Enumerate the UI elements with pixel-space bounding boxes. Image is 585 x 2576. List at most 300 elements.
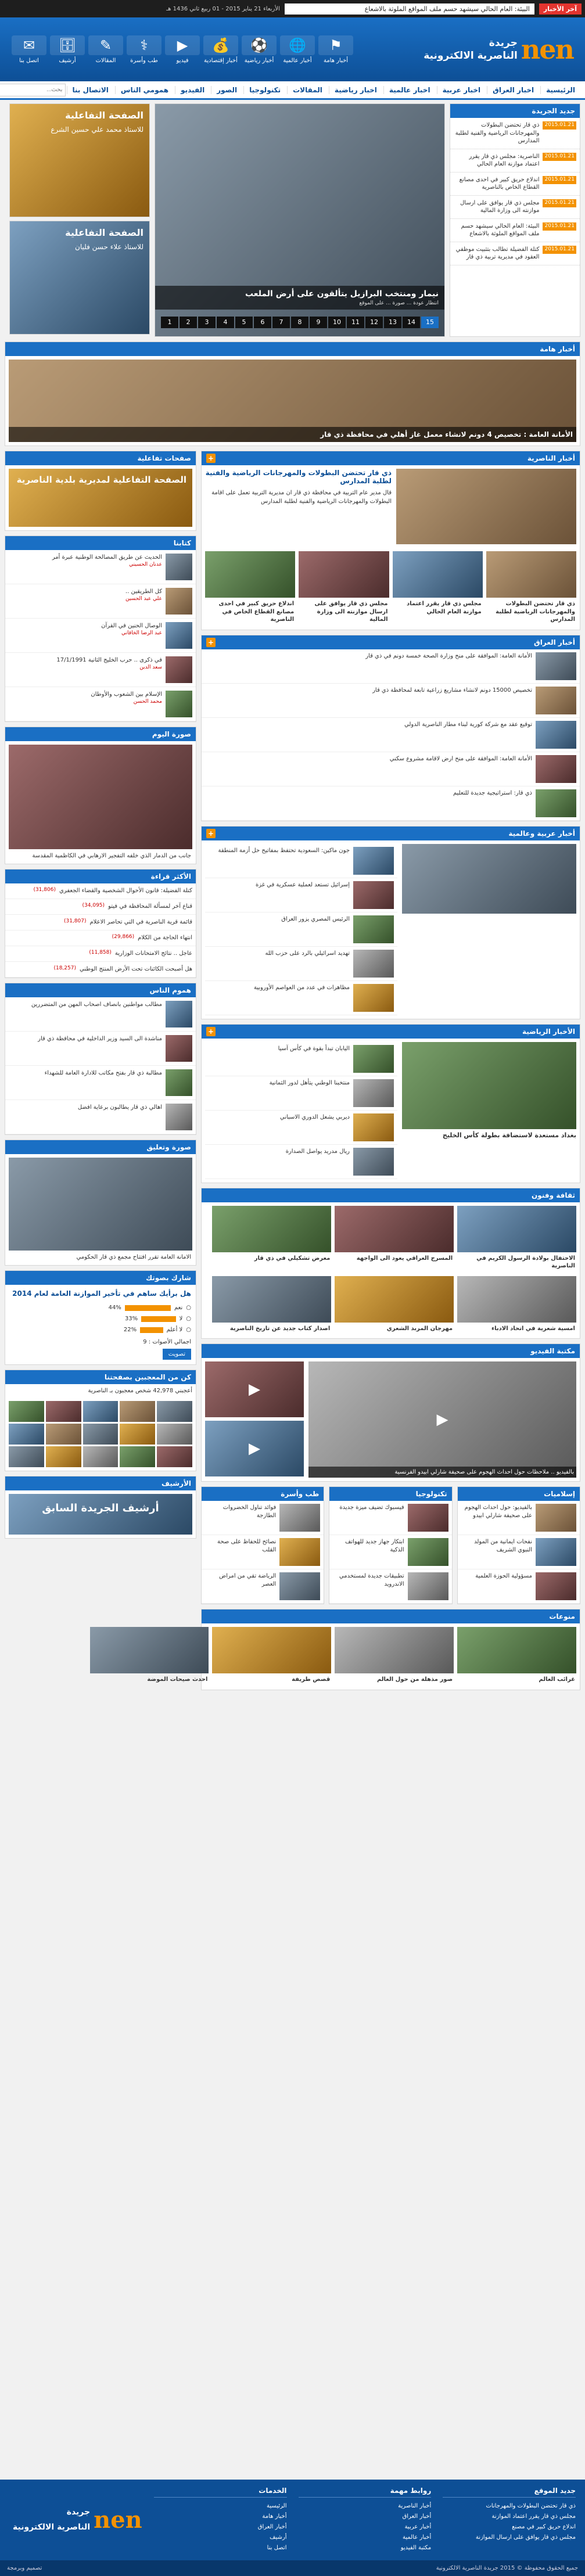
latest-news-item[interactable] [450, 196, 580, 219]
most-read-item[interactable] [5, 946, 196, 962]
list-item-image[interactable] [536, 1538, 576, 1566]
list-item[interactable] [202, 1569, 324, 1604]
list-item-title[interactable]: تهديد اسرائيلي بالرد على حزب الله [265, 950, 350, 957]
list-item[interactable] [205, 1076, 397, 1111]
list-item[interactable] [458, 1535, 580, 1569]
footer-link[interactable]: أخبار العراق [257, 2524, 287, 2530]
list-item-title[interactable]: فوائد تناول الخضروات الطازجة [222, 1504, 277, 1519]
list-item-image[interactable] [279, 1538, 320, 1566]
list-item[interactable] [329, 1569, 451, 1604]
header-nav-item[interactable] [127, 35, 161, 64]
list-item[interactable] [329, 1501, 451, 1535]
more-icon[interactable]: + [206, 638, 216, 647]
slider-page-button[interactable]: 15 [421, 317, 439, 328]
list-item-title[interactable]: ديربي يشعل الدوري الاسباني [279, 1113, 350, 1120]
poll-question: هل برأيك ساهم في تأخير الموازنة العامة لعام 2014 [12, 1289, 191, 1298]
footer-logo[interactable] [9, 2487, 142, 2553]
concern-title[interactable]: مطالب مواطنين بانصاف اصحاب المهن من المتضررين [31, 1001, 162, 1008]
poll-result-bar [140, 1327, 163, 1333]
fan-avatar[interactable] [46, 1424, 81, 1445]
news-card[interactable] [205, 551, 295, 626]
news-card[interactable] [335, 1627, 454, 1686]
list-item-image[interactable] [353, 1079, 394, 1107]
logo-line2: الناصرية الالكترونية [424, 50, 518, 62]
most-read-title[interactable]: قناع آخر لمسألة المحافظة في فيتو [108, 903, 192, 910]
news-card-image[interactable] [335, 1627, 454, 1673]
most-read-count: (31,806) [33, 887, 56, 893]
list-item-image[interactable] [408, 1538, 448, 1566]
slider-page-button[interactable]: 14 [403, 317, 420, 328]
most-read-item[interactable] [5, 915, 196, 930]
footer-link[interactable]: مجلس ذي قار يوافق على ارسال الموازنة [475, 2534, 576, 2541]
news-card-image[interactable] [457, 1206, 576, 1252]
news-card-image[interactable] [457, 1276, 576, 1323]
news-card-title[interactable]: قصص طريفة [292, 1676, 331, 1683]
sports-lead-title[interactable]: بغداد مستعدة لاستضافة بطولة كأس الخليج [442, 1131, 576, 1139]
latest-news-header [450, 104, 580, 118]
most-read-item[interactable] [5, 883, 196, 899]
credit-text[interactable]: تصميم وبرمجة [7, 2565, 42, 2571]
concern-title[interactable]: مطالبة ذي قار بفتح مكاتب للادارة العامة للشهداء [44, 1070, 162, 1076]
list-item[interactable] [205, 912, 397, 947]
list-item-image[interactable] [536, 1572, 576, 1600]
header-nav-item[interactable] [203, 35, 238, 64]
list-item-image[interactable] [408, 1572, 448, 1600]
writer-article-title[interactable]: في ذكرى .. حرب الخليج الثانية 17/1/1991 [56, 657, 162, 663]
sports-news-icon: ⚽ [242, 35, 277, 55]
list-item[interactable] [205, 878, 397, 912]
news-card-image[interactable] [335, 1276, 454, 1323]
writer-item[interactable] [5, 619, 196, 653]
photo-comment-title: صورة وتعليق [146, 1143, 191, 1151]
fan-avatar[interactable] [83, 1401, 119, 1422]
list-item-image[interactable] [279, 1572, 320, 1600]
list-item[interactable] [202, 752, 580, 786]
writer-name: عدنان الحسيني [129, 562, 162, 567]
menu-item-articles[interactable]: المقالات [287, 86, 328, 94]
list-item-title[interactable]: الرياضة تقي من امراض العصر [219, 1573, 277, 1587]
news-card-title[interactable]: مجلس ذي قار يوافق على ارسال موازنته الى وزارة المالية [314, 601, 388, 623]
list-item-title[interactable]: ذي قار: استراتيجية جديدة للتعليم [453, 789, 532, 796]
most-read-item[interactable] [5, 962, 196, 978]
fan-avatar[interactable] [46, 1446, 81, 1467]
news-card-image[interactable] [205, 551, 295, 598]
footer-col1-title: جديد الموقع [443, 2487, 576, 2498]
list-item-title[interactable]: مسؤولية الحوزة العلمية [475, 1573, 532, 1579]
header-nav-item[interactable] [165, 35, 200, 64]
list-item[interactable] [458, 1501, 580, 1535]
sports-lead-image[interactable] [402, 1042, 576, 1129]
list-item-title[interactable]: إسرائيل تستعد لعملية عسكرية في غزة [255, 881, 350, 888]
poll-option[interactable] [5, 1302, 196, 1313]
list-item[interactable] [202, 786, 580, 821]
list-item-image[interactable] [536, 1504, 576, 1532]
poll-option[interactable] [5, 1324, 196, 1335]
news-card-title[interactable]: ذي قار تحتضن البطولات والمهرجانات الرياضية لطلبة المدارس [496, 601, 575, 623]
latest-news-item[interactable] [450, 118, 580, 149]
copyright-bar [0, 2560, 585, 2576]
concern-title[interactable]: مناشدة الى السيد وزير الداخلية في محافظة ذي قار [38, 1036, 162, 1042]
poll-radio-icon[interactable]: ○ [186, 1327, 191, 1333]
list-item-title[interactable]: الرئيس المصري يزور العراق [281, 915, 350, 922]
list-item[interactable] [202, 718, 580, 752]
slider-page-button[interactable]: 4 [217, 317, 234, 328]
list-item-image[interactable] [353, 915, 394, 943]
iraq-news-header [202, 635, 580, 649]
footer-link[interactable]: مجلس ذي قار يقرر اعتماد الموازنة [491, 2513, 576, 2520]
news-card-image[interactable] [90, 1627, 209, 1673]
poll-box [5, 1270, 196, 1365]
header-nav-item[interactable] [318, 35, 353, 64]
footer-wrap [0, 2480, 585, 2576]
news-card-image[interactable] [299, 551, 389, 598]
menu-item-tech[interactable]: تكنولوجيا [243, 86, 286, 94]
header-nav-item[interactable] [88, 35, 123, 64]
list-item-image[interactable] [536, 721, 576, 749]
slider-page-button[interactable]: 11 [347, 317, 364, 328]
arab-news-header [202, 827, 580, 840]
fan-avatar[interactable] [120, 1424, 155, 1445]
list-item[interactable] [205, 947, 397, 981]
list-item-title[interactable]: الأمانة العامة: الموافقة على منح وزارة الصحة خمسة دونم في ذي قار [365, 652, 532, 659]
news-card-image[interactable] [335, 1206, 454, 1252]
news-card-image[interactable] [212, 1206, 331, 1252]
list-item-title[interactable]: ريال مدريد يواصل الصدارة [285, 1148, 350, 1155]
video-caption: بالفيديو .. ملاحظات حول احداث الهجوم على صحيفة شارلي ابيدو الفرنسية [308, 1467, 576, 1478]
menu-item-sports[interactable]: اخبار رياضية [329, 86, 382, 94]
slider-page-button[interactable]: 2 [180, 317, 197, 328]
writer-item[interactable] [5, 584, 196, 619]
fan-avatar[interactable] [46, 1401, 81, 1422]
list-item-image[interactable] [353, 950, 394, 978]
footer-link[interactable]: ذي قار تحتضن البطولات والمهرجانات [486, 2503, 576, 2509]
most-read-header [5, 870, 196, 883]
fan-avatar[interactable] [120, 1401, 155, 1422]
list-item[interactable] [202, 649, 580, 684]
important-news-caption[interactable]: الأمانة العامة : تخصيص 4 دونم لانشاء معمل غاز أهلي في محافظة ذي قار [9, 427, 576, 442]
arab-news-lead-image[interactable] [402, 844, 576, 914]
interactive-banner-1[interactable] [9, 103, 150, 217]
news-card-title[interactable]: صور مذهلة من حول العالم [376, 1676, 453, 1683]
world-news-icon: 🌐 [280, 35, 315, 55]
list-item-title[interactable]: تطبيقات جديدة لمستخدمي الاندرويد [339, 1573, 404, 1587]
nasiriya-lead-image[interactable] [396, 469, 576, 544]
news-card-title[interactable]: احدث صيحات الموضة [147, 1676, 208, 1683]
more-icon[interactable]: + [206, 829, 216, 838]
iraq-news-title: أخبار العراق [534, 638, 575, 646]
poll-radio-icon[interactable]: ○ [186, 1305, 191, 1311]
list-item-title[interactable]: فيسبوك تضيف ميزة جديدة [339, 1504, 404, 1511]
most-read-title[interactable]: انتهاء الحاجة من الكلام [138, 935, 192, 941]
writer-name: علي عبد الحسين [125, 596, 162, 602]
list-item[interactable] [205, 844, 397, 878]
news-card[interactable] [212, 1206, 331, 1273]
news-title[interactable]: الناصرية: مجلس ذي قار يقرر اعتماد موازنة العام الحالي [469, 153, 540, 167]
most-read-title[interactable]: قائمة قرية الناصرية في التي تحاصر الاعلام [89, 919, 192, 925]
misc-header [202, 1609, 580, 1623]
menu-item-photos[interactable]: الصور [211, 86, 242, 94]
video-main-player[interactable] [308, 1361, 576, 1478]
poll-option-pct: 44% [108, 1305, 121, 1311]
footer-link[interactable]: أخبار هامة [262, 2513, 287, 2520]
list-item[interactable] [205, 1042, 397, 1076]
interactive-pages-title: صفحات تفاعلية [137, 454, 191, 462]
most-read-item[interactable] [5, 930, 196, 946]
menu-item-contact[interactable]: الاتصال بنا [67, 86, 114, 94]
search-input[interactable] [0, 84, 65, 96]
most-read-title[interactable]: عاجل .. نتائج الامتحانات الوزارية [114, 950, 192, 957]
header-nav-item[interactable] [242, 35, 277, 64]
writer-article-title[interactable]: الوصال الحنين في القرآن [101, 623, 162, 629]
list-item[interactable] [205, 981, 397, 1015]
list-item-title[interactable]: منتخبنا الوطني يتأهل لدور الثمانية [269, 1079, 350, 1086]
video-thumb-2[interactable] [205, 1421, 304, 1476]
fan-avatar[interactable] [83, 1424, 119, 1445]
news-card-title[interactable]: اصدار كتاب جديد عن تاريخ الناصرية [229, 1325, 331, 1332]
list-item-title[interactable]: تخصيص 15000 دونم لانشاء مشاريع زراعية تابعة لمحافظة ذي قار [372, 687, 532, 694]
play-icon: ▶ [249, 1381, 260, 1398]
news-card[interactable] [457, 1206, 576, 1273]
list-item-image[interactable] [279, 1504, 320, 1532]
list-item-title[interactable]: مظاهرات في عدد من العواصم الأوروبية [253, 984, 350, 991]
archive-banner[interactable]: أرشيف الجريدة السابق [9, 1494, 192, 1535]
fan-avatar[interactable] [9, 1401, 44, 1422]
main-slider[interactable] [155, 103, 445, 337]
footer-link[interactable]: أخبار عربية [404, 2524, 432, 2530]
slider-page-button[interactable]: 9 [310, 317, 327, 328]
more-icon[interactable]: + [206, 1027, 216, 1036]
concern-title[interactable]: اهالي ذي قار يطالبون برعاية افضل [77, 1104, 162, 1111]
list-item-image[interactable] [353, 1045, 394, 1073]
list-item-image[interactable] [536, 652, 576, 680]
slider-page-button[interactable]: 5 [235, 317, 253, 328]
header-nav-item[interactable] [280, 35, 315, 64]
news-ticker[interactable]: البيئة: العام الحالي سيشهد حسم ملف المواقع الملوثة بالاشعاع [285, 3, 534, 15]
list-item-image[interactable] [353, 1148, 394, 1176]
list-item-image[interactable] [536, 789, 576, 817]
latest-news-item[interactable] [450, 173, 580, 196]
footer-link[interactable]: أخبار الناصرية [398, 2503, 432, 2509]
slider-page-button[interactable]: 10 [328, 317, 346, 328]
menu-item-video[interactable]: الفيديو [175, 86, 210, 94]
most-read-item[interactable] [5, 899, 196, 915]
list-item-title[interactable]: ابتكار جهاز جديد للهواتف الذكية [344, 1539, 404, 1553]
list-item[interactable] [205, 1111, 397, 1145]
culture-title: ثقافة وفنون [532, 1191, 575, 1199]
header-nav-label: المقالات [95, 57, 116, 64]
news-card[interactable] [212, 1627, 331, 1686]
news-card-image[interactable] [212, 1627, 331, 1673]
site-header [0, 17, 585, 81]
list-item-image[interactable] [536, 755, 576, 783]
list-item-title[interactable]: توقيع عقد مع شركة كورية لبناء مطار الناصرية الدولي [404, 721, 532, 728]
footer-link[interactable]: أخبار العراق [402, 2513, 432, 2520]
latest-news-item[interactable] [450, 242, 580, 265]
video-library-header [202, 1344, 580, 1358]
slider-caption-title[interactable]: نيمار ومنتخب البرازيل يتألقون على أرض الملعب [245, 289, 439, 299]
more-icon[interactable]: + [206, 454, 216, 463]
news-card[interactable] [457, 1627, 576, 1686]
footer-link[interactable]: أخبار عالمية [402, 2534, 432, 2541]
video-thumb-1[interactable] [205, 1361, 304, 1417]
menu-item-iraq[interactable]: اخبار العراق [487, 86, 539, 94]
interactive-page-banner[interactable]: الصفحة التفاعلية لمديرية بلدية الناصرية [9, 469, 192, 527]
footer-link[interactable]: أرشيف [270, 2534, 287, 2541]
important-news-title: أخبار هامة [540, 345, 575, 353]
news-card[interactable] [212, 1276, 331, 1335]
list-item-title[interactable]: بالفيديو: حول احداث الهجوم على صحيفة شارلي ابيدو [464, 1504, 532, 1519]
writer-article-title[interactable]: كل الطريقين .. [125, 588, 162, 595]
news-title[interactable]: مجلس ذي قار يوافق على ارسال موازنته الى وزارة المالية [460, 199, 540, 214]
latest-news-item[interactable] [450, 149, 580, 173]
news-card[interactable] [457, 1276, 576, 1335]
news-date: 2015.01.21 [543, 121, 576, 130]
poll-option-pct: 22% [123, 1327, 137, 1333]
news-card[interactable] [335, 1276, 454, 1335]
slider-page-button[interactable]: 3 [198, 317, 216, 328]
list-item-title[interactable]: الأمانة العامة: الموافقة على منح ارض لاقامة مشروع سكني [389, 755, 532, 762]
header-nav-label: اتصل بنا [19, 57, 39, 64]
concern-item[interactable] [5, 1100, 196, 1134]
interactive-banner-2[interactable] [9, 221, 150, 335]
footer-link[interactable]: اندلاع حريق كبير في مصنع [512, 2524, 576, 2530]
writer-article-title[interactable]: الإسلام بين الشعوب والأوطان [91, 691, 162, 698]
articles-icon: ✎ [88, 35, 123, 55]
menu-item-home[interactable]: الرئيسية [540, 86, 580, 94]
concern-item[interactable] [5, 1066, 196, 1100]
latest-news-item[interactable] [450, 219, 580, 242]
footer-logo-mark: nen [94, 2506, 142, 2534]
poll-option-label: نعم [174, 1305, 183, 1311]
photo-of-day-image[interactable] [9, 745, 192, 849]
poll-option[interactable] [5, 1313, 196, 1324]
fan-avatar[interactable] [9, 1446, 44, 1467]
play-icon[interactable]: ▶ [436, 1411, 448, 1428]
site-logo[interactable] [382, 34, 573, 65]
writer-item[interactable] [5, 687, 196, 721]
header-nav-item[interactable] [12, 35, 46, 64]
poll-radio-icon[interactable]: ○ [186, 1316, 191, 1322]
writer-article-title[interactable]: الحديث عن طريق المصالحة الوطنية عبرة أمر [52, 554, 162, 561]
footer-link[interactable]: مكتبة الفيديو [400, 2545, 432, 2551]
list-item-image[interactable] [408, 1504, 448, 1532]
news-card-title[interactable]: اندلاع حريق كبير في احدى مصانع القطاع الخاص في الناصرية [218, 601, 295, 623]
writer-item[interactable] [5, 653, 196, 687]
list-item[interactable] [329, 1535, 451, 1569]
slider-page-button[interactable]: 8 [291, 317, 308, 328]
fan-avatar[interactable] [157, 1424, 192, 1445]
news-date: 2015.01.21 [543, 153, 576, 161]
main-menu [0, 81, 585, 100]
important-news-image[interactable] [9, 360, 576, 442]
fans-box [5, 1370, 196, 1471]
news-card[interactable] [486, 551, 576, 626]
news-card[interactable] [299, 551, 389, 626]
fan-avatar[interactable] [9, 1424, 44, 1445]
slider-page-button[interactable]: 7 [272, 317, 290, 328]
important-news-header [5, 342, 580, 356]
fan-avatar[interactable] [83, 1446, 119, 1467]
fan-avatar[interactable] [157, 1446, 192, 1467]
concern-item[interactable] [5, 997, 196, 1032]
concern-item[interactable] [5, 1032, 196, 1066]
most-read-title[interactable]: كتلة الفضيلة: قانون الأحوال الشخصية والقضاء الجعفري [59, 888, 192, 894]
news-card-image[interactable] [457, 1627, 576, 1673]
poll-result-bar [125, 1305, 171, 1311]
poll-vote-button[interactable]: تصويت [163, 1349, 191, 1360]
right-banners [9, 103, 150, 337]
news-title[interactable]: ذي قار تحتضن البطولات والمهرجانات الرياضية والفنية لطلبة المدارس [455, 122, 540, 144]
islam-list [458, 1501, 580, 1604]
important-news-box [5, 342, 580, 446]
fan-avatar[interactable] [157, 1401, 192, 1422]
news-card-title[interactable]: امسية شعرية في اتحاد الادباء [491, 1325, 575, 1332]
list-item-image[interactable] [353, 847, 394, 875]
writer-item[interactable] [5, 550, 196, 584]
news-card-image[interactable] [393, 551, 483, 598]
list-item-title[interactable]: جون ماكين: السعودية تحتفظ بمفاتيح حل أزمة المنطقة [218, 847, 350, 854]
most-read-title: الأكثر قراءة [150, 872, 191, 881]
footer-link[interactable]: اتصل بنا [267, 2545, 287, 2551]
slider-page-button[interactable]: 13 [384, 317, 401, 328]
slider-page-button[interactable]: 12 [365, 317, 383, 328]
list-item-title[interactable]: اليابان تبدأ بقوة في كأس آسيا [278, 1045, 350, 1052]
fan-avatar[interactable] [120, 1446, 155, 1467]
list-item-title[interactable]: نفحات ايمانية من المولد النبوي الشريف [474, 1539, 532, 1553]
news-card-title[interactable]: المسرح العراقي يعود الى الواجهة [356, 1255, 453, 1262]
list-item-image[interactable] [353, 881, 394, 909]
list-item-image[interactable] [353, 984, 394, 1012]
photo-comment-image[interactable] [9, 1158, 192, 1251]
list-item[interactable] [202, 684, 580, 718]
most-read-list [5, 883, 196, 978]
news-card-image[interactable] [486, 551, 576, 598]
footer-link[interactable]: الرئيسية [267, 2503, 287, 2509]
fans-title: كن من المعجبين بصفحتنا [104, 1373, 191, 1381]
nasiriya-lead-title[interactable]: ذي قار تحتضن البطولات والمهرجانات الرياضية والفنية لطلبة المدارس [205, 469, 392, 485]
important-news-icon: ⚑ [318, 35, 353, 55]
news-card-title[interactable]: الاحتفال بولادة الرسول الكريم في الناصرية [476, 1255, 575, 1269]
slider-page-button[interactable]: 6 [254, 317, 271, 328]
news-card[interactable] [393, 551, 483, 626]
list-item[interactable] [202, 1501, 324, 1535]
list-item[interactable] [458, 1569, 580, 1604]
most-read-title[interactable]: هل أصبحت الكائنات تحت الأرض المنتج الوطني [80, 966, 192, 972]
menu-item-concerns[interactable]: همومي الناس [115, 86, 174, 94]
news-title[interactable]: البيئة: العام الحالي سيشهد حسم ملف المواقع الملوثة بالاشعاع [461, 222, 540, 237]
news-card-title[interactable]: مجلس ذي قار يقرر اعتماد موازنة العام الحالي [406, 601, 482, 615]
news-card-title[interactable]: معرض تشكيلي في ذي قار [254, 1255, 331, 1262]
archive-icon: 🗄 [50, 35, 85, 55]
list-item-image[interactable] [353, 1113, 394, 1141]
news-card-title[interactable]: مهرجان المربد الشعري [386, 1325, 453, 1332]
list-item[interactable] [202, 1535, 324, 1569]
slider-page-button[interactable]: 1 [161, 317, 178, 328]
news-card-image[interactable] [212, 1276, 331, 1323]
health-header [202, 1487, 324, 1501]
list-item[interactable] [205, 1145, 397, 1179]
menu-item-world[interactable]: اخبار عالمية [383, 86, 436, 94]
header-nav-item[interactable] [50, 35, 85, 64]
news-title[interactable]: كتلة الفضيلة تطالب بتثبيت موظفي العقود في مديرية تربية ذي قار [455, 246, 540, 260]
news-card[interactable] [335, 1206, 454, 1273]
news-card-title[interactable]: غرائب العالم [539, 1676, 575, 1683]
list-item-image[interactable] [536, 687, 576, 714]
news-title[interactable]: اندلاع حريق كبير في احدى مصانع القطاع الخاص بالناصرية [459, 176, 540, 191]
menu-item-arab[interactable]: اخبار عربية [437, 86, 486, 94]
news-card[interactable] [90, 1627, 209, 1686]
list-item-title[interactable]: نصائح للحفاظ على صحة القلب [217, 1539, 277, 1553]
